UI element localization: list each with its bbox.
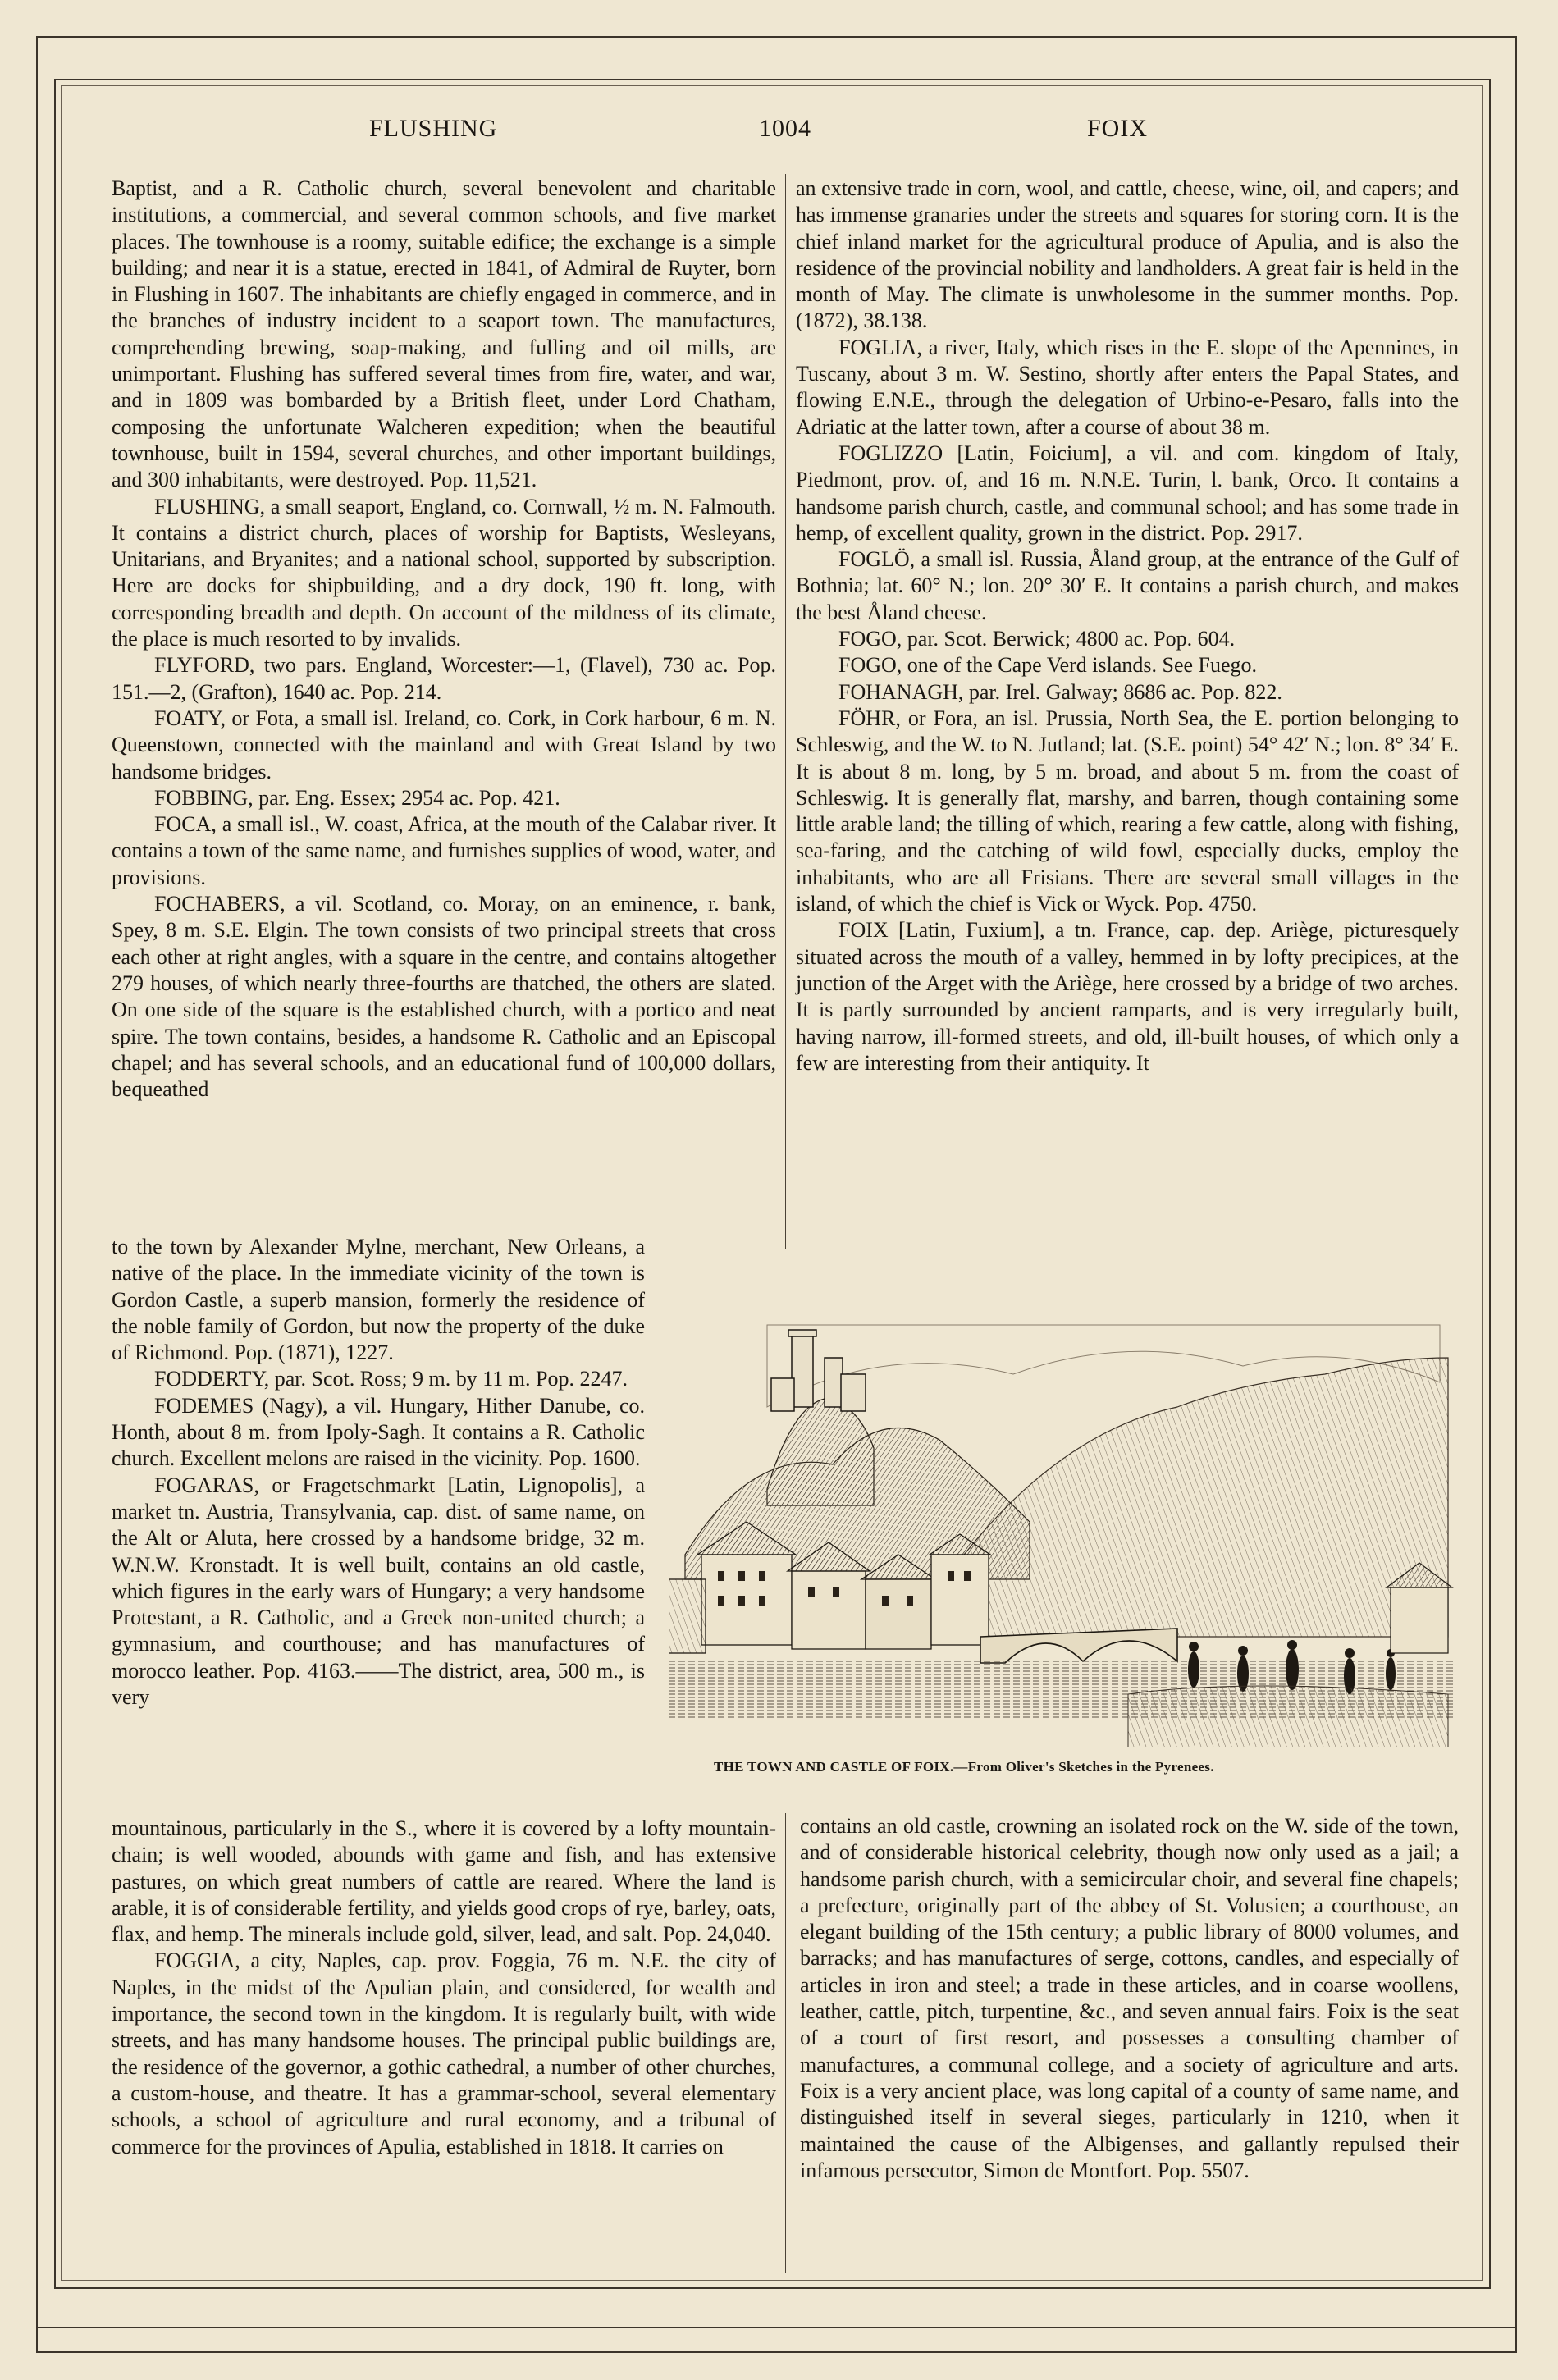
paragraph: contains an old castle, crowning an isolated rock on the W. side of the town, and of considerable historical celebrity, though now only used as a jail; a handsome parish church, with a semicircular choir, and several fine chapels; a prefecture, originally part of the abbey of St. Volusien; a courthouse, an elegant building of the 15th century; a public library of 8000 volumes, and barracks; and has manufactures of serge, cottons, candles, and especially of articles in iron and steel; a trade in these articles, and in coarse woollens, leather, cattle, pitch, turpentine, &c., and seven annual fairs. Foix is the seat of a court of first resort, and possesses a consulting chamber of manufactures, a communal college, and a society of agriculture and arts. Foix is a very ancient place, was long capital of a county of same name, and distinguished itself in several sieges, particularly in 1210, when it maintained the cause of the Albigenses, and gallantly repulsed their infamous persecutor, Simon de Montfort. Pop. 5507. [800, 1814, 1459, 2182]
entry-fochabers: FOCHABERS, a vil. Scotland, co. Moray, on an eminence, r. bank, Spey, 8 m. S.E. Elgin. The town consists of two principal streets that cross each other at right angles, with a square in the centre, and contains altogether 279 houses, of which nearly three-fourths are thatched, the others are slated. On one side of the square is the established church, with a portico and neat spire. The town contains, besides, a handsome R. Catholic and an Episcopal chapel; and has several schools, and an educational fund of 100,000 dollars, bequeathed [112, 892, 776, 1102]
right-mountain [964, 1358, 1448, 1637]
running-header [82, 115, 1477, 156]
foix-engraving-illustration [669, 1309, 1456, 1747]
left-column-bottom [112, 1816, 776, 2160]
paragraph: to the town by Alexander Mylne, merchant, New Orleans, a native of the place. In the immediate vicinity of the town is Gordon Castle, a superb mansion, formerly the residence of the noble family of Gordon, but now the property of the duke of Richmond. Pop. (1871), 1227. [112, 1235, 645, 1365]
entry-foglo: FOGLÖ, a small isl. Russia, Åland group, at the entrance of the Gulf of Bothnia; lat. 60° N.; lon. 20° 30′ E. It contains a parish church, and makes the best Åland cheese. [796, 547, 1459, 624]
entry-foglia: FOGLIA, a river, Italy, which rises in the E. slope of the Apennines, in Tuscany, about 3 m. W. Sestino, shortly after enters the Papal States, and flowing E.N.E., through the delegation of Urbino-e-Pesaro, falls into the Adriatic at the latter town, after a course of about 38 m. [796, 335, 1459, 439]
right-column-top [796, 176, 1459, 1076]
foreground-bank [1128, 1686, 1448, 1747]
entry-fogaras: FOGARAS, or Fragetschmarkt [Latin, Lignopolis], a market tn. Austria, Transylvania, cap. dist. of same name, on the Alt or Aluta, here crossed by a handsome bridge, 32 m. W.N.W. Kronstadt. It is well built, contains an old castle, which figures in the early wars of Hungary; a very handsome Protestant, a R. Catholic, and a Greek non-united church; a gymnasium, and courthouse; and has manufactures of morocco leather. Pop. 4163.——The district, area, 500 m., is very [112, 1473, 645, 1710]
entry-foglizzo: FOGLIZZO [Latin, Foicium], a vil. and com. kingdom of Italy, Piedmont, prov. of, and 16 m. N.N.E. Turin, l. bank, Orco. It contains a handsome parish church, castle, and communal school; and has some trade in hemp, of excellent quality, grown in the district. Pop. 2917. [796, 441, 1459, 545]
entry-foggia: FOGGIA, a city, Naples, cap. prov. Foggia, 76 m. N.E. the city of Naples, in the midst of the Apulian plain, and considered, for wealth and importance, the second town in the kingdom. It is regularly built, with wide streets, and has many handsome houses. The principal public buildings are, the residence of the governor, a gothic cathedral, a number of other churches, a custom-house, and theatre. It has a grammar-school, several elementary schools, a school of agriculture and rural economy, and a tribunal of commerce for the provinces of Apulia, established in 1818. It carries on [112, 1948, 776, 2158]
header-left-word: FLUSHING [369, 115, 498, 142]
entry-foix: FOIX [Latin, Fuxium], a tn. France, cap. dep. Ariège, picturesquely situated across the mouth of a valley, hemmed in by lofty precipices, at the junction of the Arget with the Ariège, here crossed by a bridge of two arches. It is partly surrounded by ancient ramparts, and is very irregularly built, having narrow, ill-formed streets, and old, ill-built houses, of which only a few are interesting from their antiquity. It [796, 918, 1459, 1075]
entry-fobbing: FOBBING, par. Eng. Essex; 2954 ac. Pop. 421. [154, 785, 560, 810]
entry-flyford: FLYFORD, two pars. England, Worcester:—1, (Flavel), 730 ac. Pop. 151.—2, (Grafton), 1640 ac. Pop. 214. [112, 653, 776, 704]
entry-foaty: FOATY, or Fota, a small isl. Ireland, co. Cork, in Cork harbour, 6 m. N. Queenstown, connected with the mainland and with Great Island by two handsome bridges. [112, 706, 776, 783]
left-column-top [112, 176, 776, 1103]
entry-fogo-par: FOGO, par. Scot. Berwick; 4800 ac. Pop. 604. [838, 627, 1236, 651]
paragraph: Baptist, and a R. Catholic church, several benevolent and charitable institutions, a commercial, and several common schools, and five market places. The townhouse is a roomy, suitable edifice; the exchange is a simple building; and near it is a statue, erected in 1841, of Admiral de Ruyter, born in Flushing in 1607. The inhabitants are chiefly engaged in commerce, and in the branches of industry incident to a seaport town. The manufactures, comprehending brewing, soap-making, and fulling and oil mills, are unimportant. Flushing has suffered several times from fire, water, and war, and in 1809 was bombarded by a British fleet, under Lord Chatham, composing the unfortunate Walcheren expedition; when the beautiful townhouse, built in 1594, several churches, and other important buildings, and 300 inhabitants, were destroyed. Pop. 11,521. [112, 176, 776, 492]
entry-fodderty: FODDERTY, par. Scot. Ross; 9 m. by 11 m. Pop. 2247. [154, 1367, 628, 1391]
page-number: 1004 [759, 115, 811, 142]
paragraph: an extensive trade in corn, wool, and cattle, cheese, wine, oil, and capers; and has immense granaries under the streets and squares for storing corn. It is the chief inland market for the agricultural produce of Apulia, and is also the residence of the provincial nobility and landholders. A great fair is held in the month of May. The climate is unwholesome in the summer months. Pop. (1872), 38.138. [796, 176, 1459, 333]
entry-fogo-island: FOGO, one of the Cape Verd islands. See Fuego. [838, 653, 1258, 678]
entry-fodemes: FODEMES (Nagy), a vil. Hungary, Hither Danube, co. Honth, about 8 m. from Ipoly-Sagh. It contains a R. Catholic church. Excellent melons are raised in the vicinity. Pop. 1600. [112, 1393, 645, 1471]
entry-fohanagh: FOHANAGH, par. Irel. Galway; 8686 ac. Pop. 822. [838, 679, 1282, 704]
entry-foca: FOCA, a small isl., W. coast, Africa, at the mouth of the Calabar river. It contains a town of the same name, and furnishes supplies of wood, water, and provisions. [112, 812, 776, 889]
castle-icon [771, 1330, 866, 1411]
column-divider-bottom [785, 1813, 786, 2273]
header-right-word: FOIX [1087, 115, 1149, 142]
illustration-caption: THE TOWN AND CASTLE OF FOIX.—From Oliver's Sketches in the Pyrenees. [714, 1759, 1214, 1775]
bottom-rule [36, 2327, 1515, 2328]
right-column-bottom [800, 1813, 1459, 2184]
entry-fohr: FÖHR, or Fora, an isl. Prussia, North Sea, the E. portion belonging to Schleswig, and the W. to N. Jutland; lat. (S.E. point) 54° 42′ N.; lon. 8° 34′ E. It is about 8 m. long, by 5 m. broad, and about 5 m. from the coast of Schleswig. It is generally flat, marshy, and barren, though containing some little arable land; the tilling of which, rearing a few cattle, along with fishing, sea-faring, and the catching of wild fowl, especially ducks, employ the inhabitants, who are all Frisians. There are several small villages in the island, of which the chief is Vick or Wyck. Pop. 4750. [796, 706, 1459, 916]
castle-rock [767, 1399, 874, 1505]
entry-flushing-cornwall: FLUSHING, a small seaport, England, co. Cornwall, ½ m. N. Falmouth. It contains a district church, places of worship for Baptists, Wesleyans, Unitarians, and Bryanites; and a national school, supported by subscription. Here are docks for shipbuilding, and a dry dock, 190 ft. long, with corresponding breadth and depth. On account of the mildness of its climate, the place is much resorted to by invalids. [112, 494, 776, 651]
paragraph: mountainous, particularly in the S., where it is covered by a lofty mountain-chain; is well wooded, abounds with game and fish, and has extensive pastures, on which great numbers of cattle are reared. Where the land is arable, it is of considerable fertility, and yields good crops of rye, barley, oats, flax, and hemp. The minerals include gold, silver, lead, and salt. Pop. 24,040. [112, 1816, 776, 1947]
column-divider-top [785, 174, 786, 1249]
left-column-beside-illustration [112, 1234, 645, 1711]
